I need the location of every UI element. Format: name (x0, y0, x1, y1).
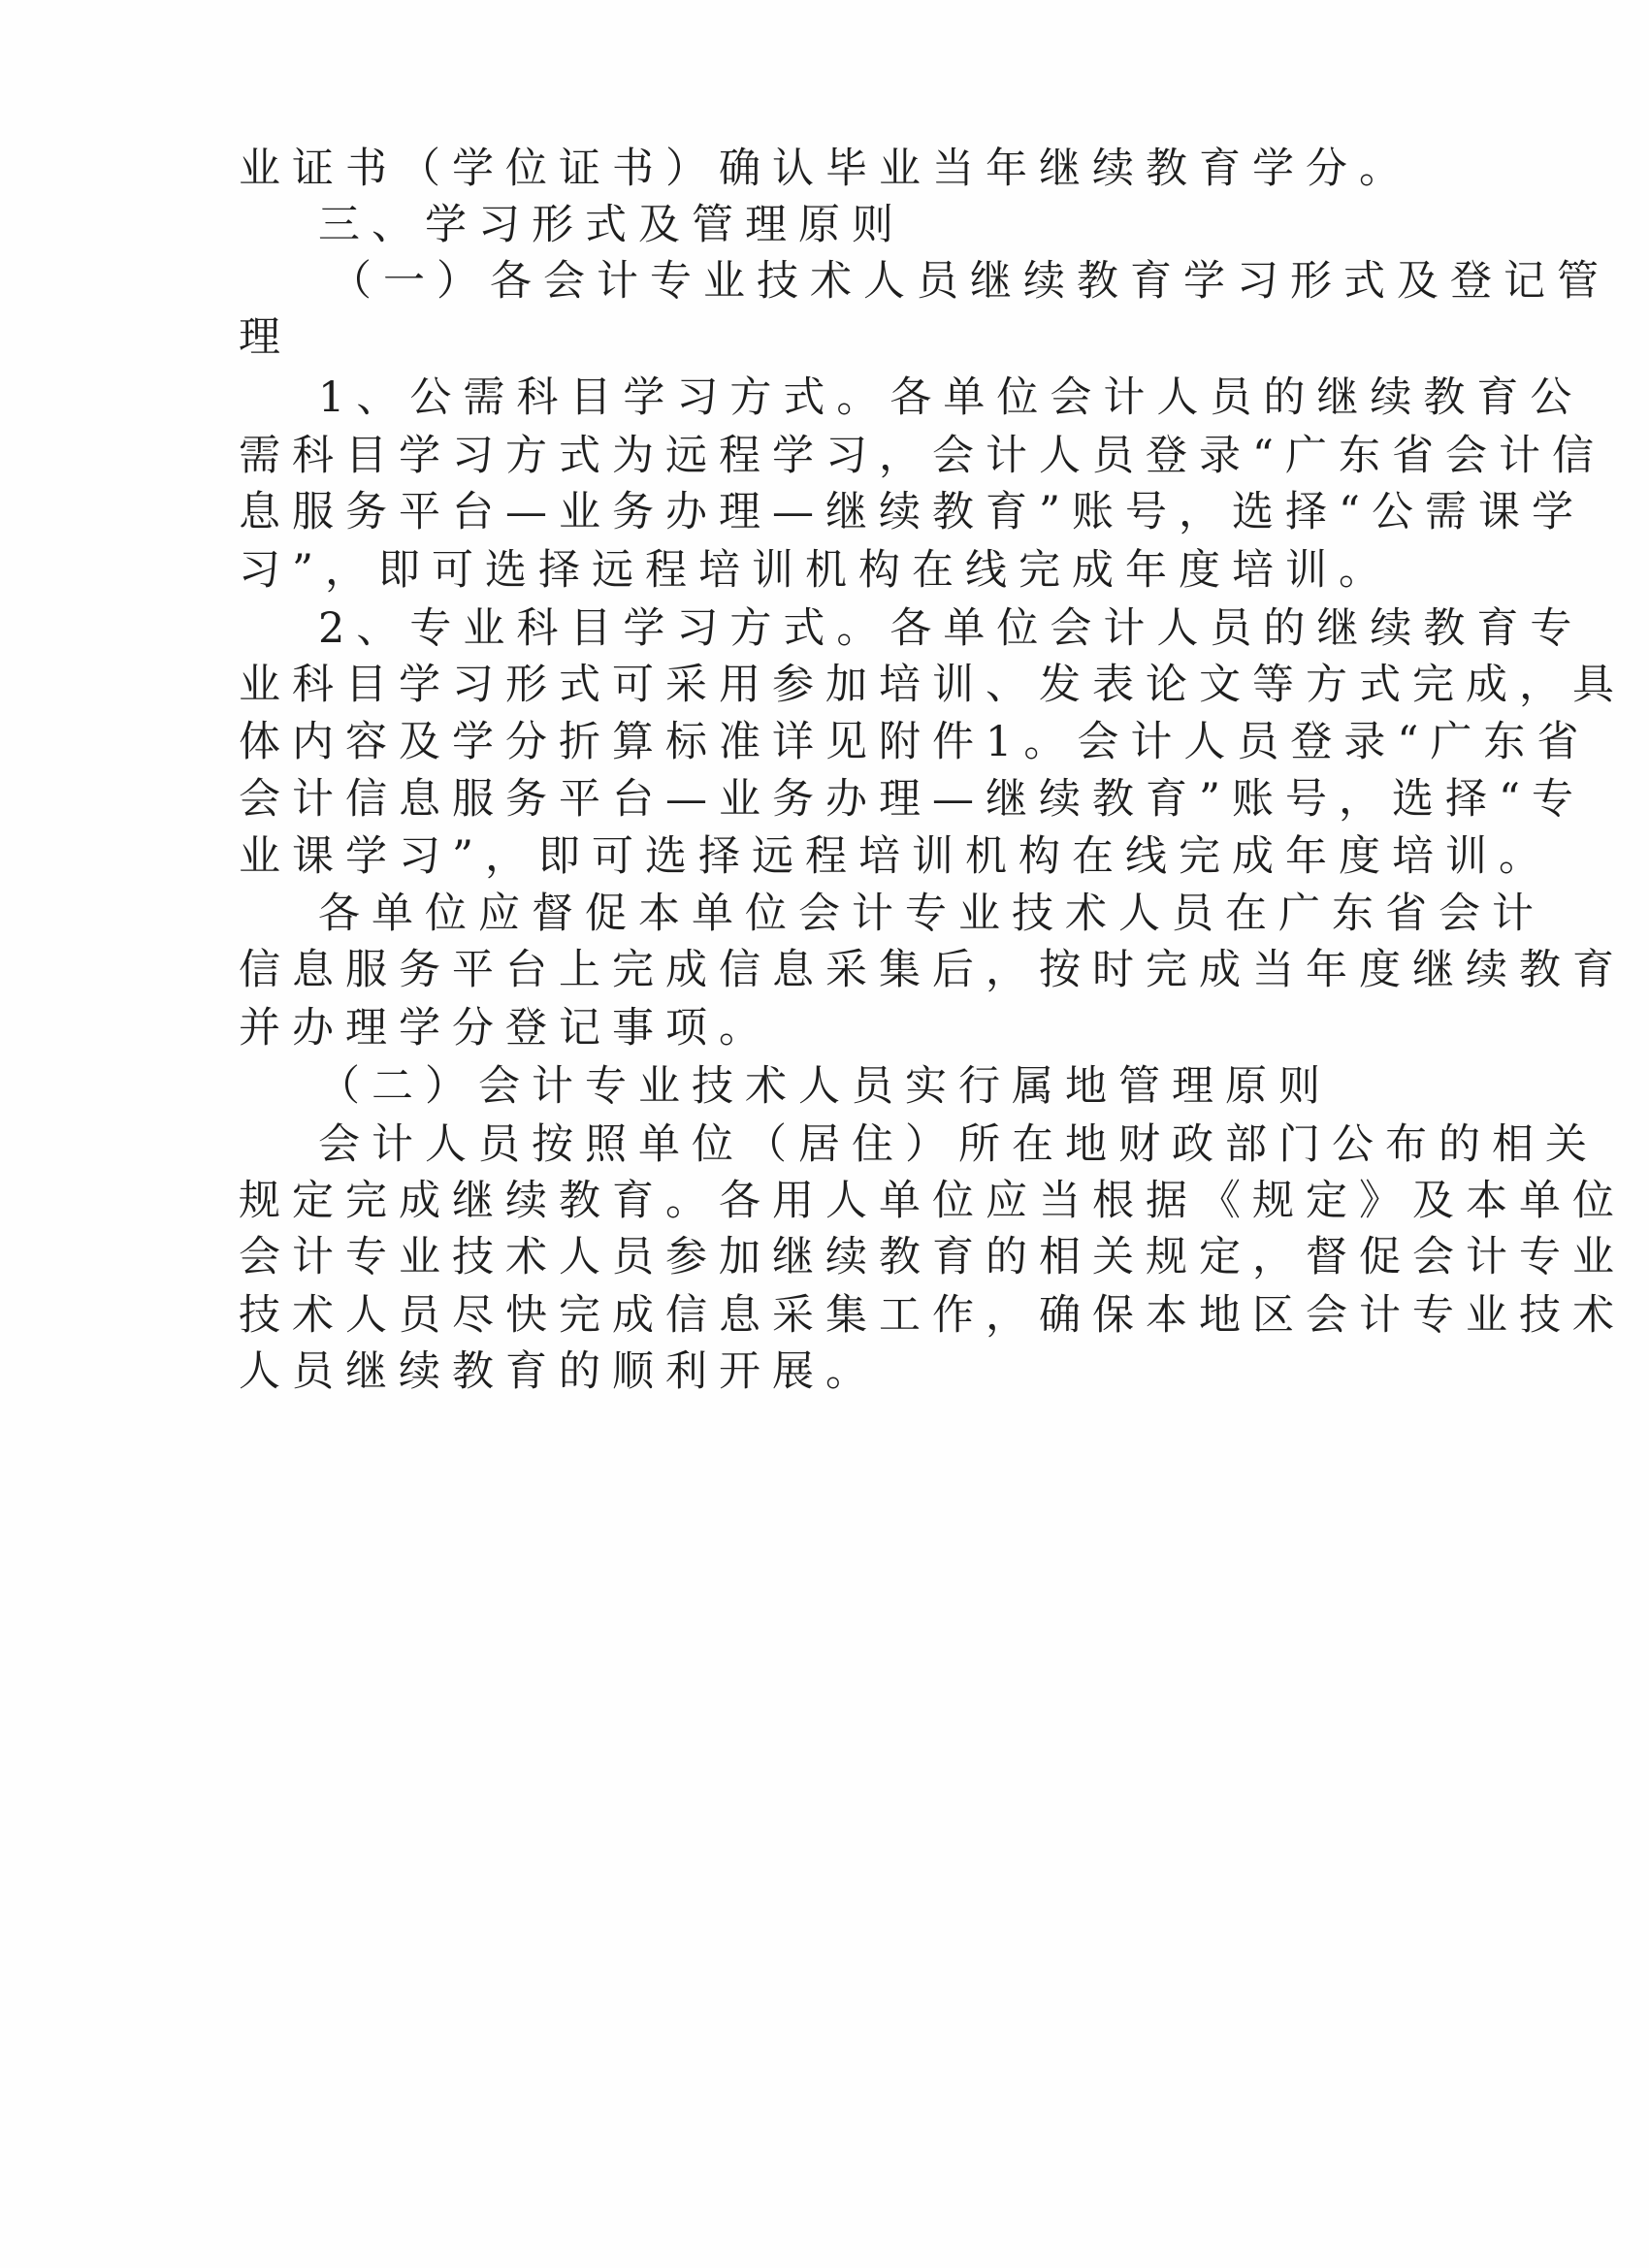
subsection-heading-2: （二）会计专业技术人员实行属地管理原则 (318, 1062, 1332, 1111)
text-line-13: 业课学习”，即可选择远程培训机构在线完成年度培训。 (239, 832, 1552, 881)
text-line-16: 并办理学分登记事项。 (239, 1004, 772, 1053)
paragraph-start-14: 各单位应督促本单位会计专业技术人员在广东省会计 (318, 890, 1545, 938)
paragraph-start-18: 会计人员按照单位（居住）所在地财政部门公布的相关 (318, 1120, 1599, 1169)
text-line-21: 技术人员尽快完成信息采集工作，确保本地区会计专业技术 (239, 1291, 1626, 1340)
text-line-19: 规定完成继续教育。各用人单位应当根据《规定》及本单位 (239, 1177, 1626, 1225)
text-line-15: 信息服务平台上完成信息采集后，按时完成当年度继续教育 (239, 946, 1626, 994)
section-heading-3: 三、学习形式及管理原则 (318, 201, 905, 249)
text-line-4: 理 (239, 313, 292, 362)
item-1-heading: 1、公需科目学习方式。各单位会计人员的继续教育公 (318, 373, 1584, 422)
text-line-6: 需科目学习方式为远程学习，会计人员登录“广东省会计信 (239, 432, 1605, 480)
text-line-7: 息服务平台—业务办理—继续教育”账号，选择“公需课学 (239, 488, 1585, 536)
subsection-heading-1: （一）各会计专业技术人员继续教育学习形式及登记管 (330, 257, 1610, 306)
text-line-8: 习”，即可选择远程培训机构在线完成年度培训。 (239, 546, 1392, 595)
item-2-heading: 2、专业科目学习方式。各单位会计人员的继续教育专 (318, 604, 1584, 653)
text-line-11: 体内容及学分折算标准详见附件1。会计人员登录“广东省 (239, 718, 1591, 766)
text-line-22: 人员继续教育的顺利开展。 (239, 1347, 879, 1396)
text-line-10: 业科目学习形式可采用参加培训、发表论文等方式完成，具 (239, 661, 1626, 709)
text-line-12: 会计信息服务平台—业务办理—继续教育”账号，选择“专 (239, 775, 1585, 824)
text-line-20: 会计专业技术人员参加继续教育的相关规定，督促会计专业 (239, 1233, 1626, 1281)
text-line-1: 业证书（学位证书）确认毕业当年继续教育学分。 (239, 145, 1412, 193)
